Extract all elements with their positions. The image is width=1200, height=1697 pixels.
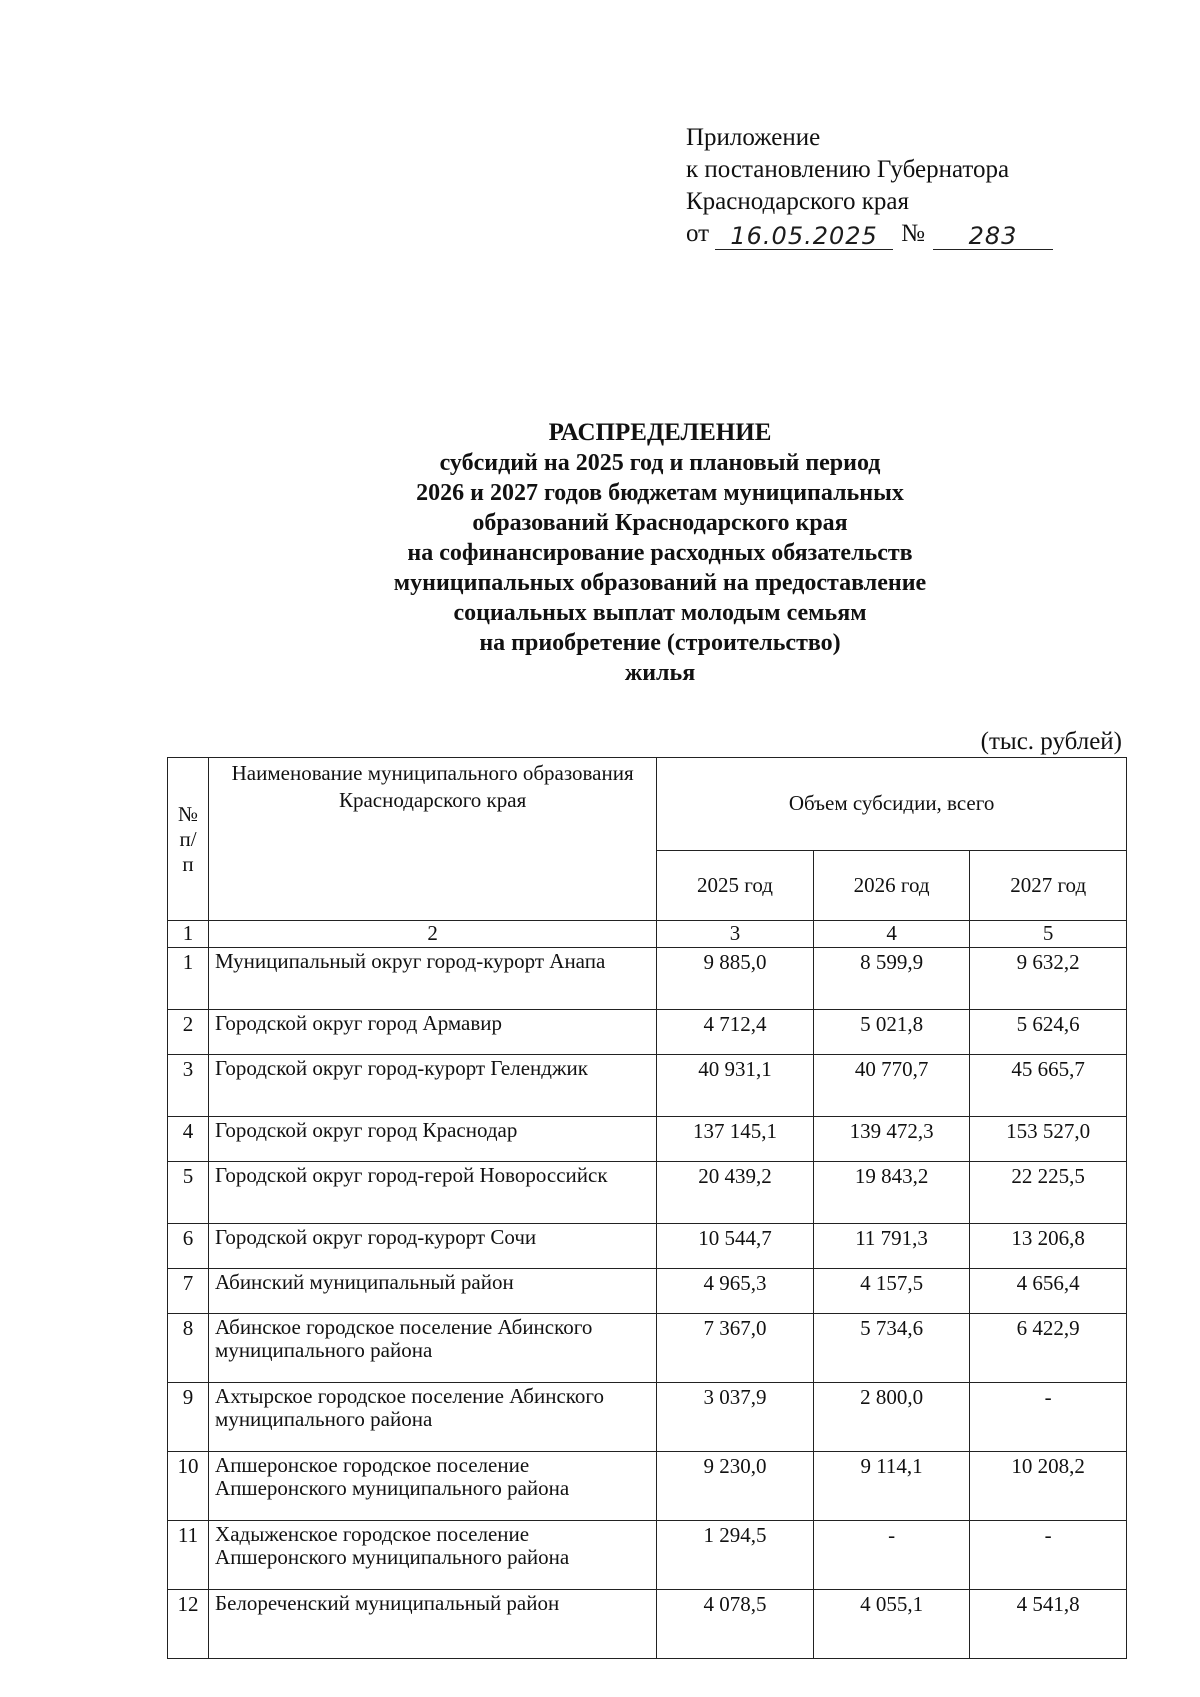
title-line: жилья xyxy=(624,660,696,686)
value-2025: 137 145,1 xyxy=(657,1117,814,1162)
value-2027: - xyxy=(970,1521,1127,1590)
value-2025: 4 712,4 xyxy=(657,1010,814,1055)
value-2025: 4 078,5 xyxy=(657,1590,814,1659)
municipality-name: Городской округ город Армавир xyxy=(209,1010,657,1055)
value-2026: 11 791,3 xyxy=(813,1224,970,1269)
value-2025: 9 230,0 xyxy=(657,1452,814,1521)
row-number: 8 xyxy=(168,1314,209,1383)
value-2026: 2 800,0 xyxy=(813,1383,970,1452)
row-number: 11 xyxy=(168,1521,209,1590)
appendix-line-2: к постановлению Губернатора xyxy=(686,156,1010,183)
row-number: 2 xyxy=(168,1010,209,1055)
header-subsidy-volume: Объем субсидии, всего xyxy=(657,758,1127,851)
table-row xyxy=(168,1055,1127,1117)
value-2025: 40 931,1 xyxy=(657,1055,814,1117)
table-row xyxy=(168,1224,1127,1269)
municipality-name: Городской округ город-курорт Сочи xyxy=(209,1224,657,1269)
value-2027: 13 206,8 xyxy=(970,1224,1127,1269)
title-line: образований Краснодарского края xyxy=(472,510,848,536)
value-2025: 1 294,5 xyxy=(657,1521,814,1590)
municipality-name: Городской округ город Краснодар xyxy=(209,1117,657,1162)
municipality-name: Городской округ город-курорт Геленджик xyxy=(209,1055,657,1117)
value-2027: 153 527,0 xyxy=(970,1117,1127,1162)
appendix-date-number-row xyxy=(686,218,1053,250)
title-line: 2026 и 2027 годов бюджетам муниципальных xyxy=(416,480,904,506)
municipality-name: Ахтырское городское поселение Абинского муниципального района xyxy=(209,1383,657,1452)
header-year-2026: 2026 год xyxy=(813,850,970,920)
title-main: РАСПРЕДЕЛЕНИЕ xyxy=(548,419,772,446)
value-2027: 6 422,9 xyxy=(970,1314,1127,1383)
municipality-name: Хадыженское городское поселение Апшеронского муниципального района xyxy=(209,1521,657,1590)
appendix-line-1: Приложение xyxy=(686,124,821,151)
handwritten-date: 16.05.2025 xyxy=(715,223,893,250)
value-2026: 9 114,1 xyxy=(813,1452,970,1521)
table-row xyxy=(168,1314,1127,1383)
municipality-name: Городской округ город-герой Новороссийск xyxy=(209,1162,657,1224)
table-row xyxy=(168,948,1127,1010)
value-2027: 22 225,5 xyxy=(970,1162,1127,1224)
value-2027: 4 541,8 xyxy=(970,1590,1127,1659)
row-number: 5 xyxy=(168,1162,209,1224)
appendix-block xyxy=(686,122,1053,250)
row-number: 7 xyxy=(168,1269,209,1314)
number-label: № xyxy=(901,220,925,247)
header-municipality-name: Наименование муниципального образования Краснодарского края xyxy=(209,758,657,921)
title-line: субсидий на 2025 год и плановый период xyxy=(439,450,881,476)
municipality-name: Абинское городское поселение Абинского муниципального района xyxy=(209,1314,657,1383)
column-number: 3 xyxy=(657,921,814,948)
header-year-2027: 2027 год xyxy=(970,850,1127,920)
header-year-2025: 2025 год xyxy=(657,850,814,920)
column-number: 5 xyxy=(970,921,1127,948)
value-2026: 19 843,2 xyxy=(813,1162,970,1224)
value-2026: 5 734,6 xyxy=(813,1314,970,1383)
title-line: муниципальных образований на предоставление xyxy=(393,570,927,596)
municipality-name: Абинский муниципальный район xyxy=(209,1269,657,1314)
municipality-name: Белореченский муниципальный район xyxy=(209,1590,657,1659)
municipality-name: Апшеронское городское поселение Апшеронского муниципального района xyxy=(209,1452,657,1521)
table-row xyxy=(168,1010,1127,1055)
municipality-name: Муниципальный округ город-курорт Анапа xyxy=(209,948,657,1010)
handwritten-number: 283 xyxy=(933,223,1053,250)
value-2025: 9 885,0 xyxy=(657,948,814,1010)
value-2026: 5 021,8 xyxy=(813,1010,970,1055)
row-number: 9 xyxy=(168,1383,209,1452)
table-row xyxy=(168,1590,1127,1659)
value-2026: 4 055,1 xyxy=(813,1590,970,1659)
value-2026: 4 157,5 xyxy=(813,1269,970,1314)
row-number: 12 xyxy=(168,1590,209,1659)
value-2026: 8 599,9 xyxy=(813,948,970,1010)
table-row xyxy=(168,1452,1127,1521)
column-number: 4 xyxy=(813,921,970,948)
from-label: от xyxy=(686,220,710,247)
value-2027: 5 624,6 xyxy=(970,1010,1127,1055)
column-number: 1 xyxy=(168,921,209,948)
value-2026: - xyxy=(813,1521,970,1590)
title-line: социальных выплат молодым семьям xyxy=(453,600,867,626)
value-2027: 4 656,4 xyxy=(970,1269,1127,1314)
appendix-line-3: Краснодарского края xyxy=(686,188,909,215)
table-row xyxy=(168,1521,1127,1590)
row-number: 4 xyxy=(168,1117,209,1162)
header-number: № п/п xyxy=(168,758,209,921)
row-number: 6 xyxy=(168,1224,209,1269)
distribution-table xyxy=(167,757,1127,1659)
value-2027: - xyxy=(970,1383,1127,1452)
title-line: на приобретение (строительство) xyxy=(479,630,841,656)
row-number: 1 xyxy=(168,948,209,1010)
table-row xyxy=(168,1117,1127,1162)
row-number: 10 xyxy=(168,1452,209,1521)
value-2025: 4 965,3 xyxy=(657,1269,814,1314)
column-number: 2 xyxy=(209,921,657,948)
table-row xyxy=(168,1383,1127,1452)
value-2025: 7 367,0 xyxy=(657,1314,814,1383)
value-2025: 20 439,2 xyxy=(657,1162,814,1224)
table-row xyxy=(168,1162,1127,1224)
value-2027: 10 208,2 xyxy=(970,1452,1127,1521)
table-row xyxy=(168,1269,1127,1314)
value-2025: 10 544,7 xyxy=(657,1224,814,1269)
value-2027: 9 632,2 xyxy=(970,948,1127,1010)
value-2026: 139 472,3 xyxy=(813,1117,970,1162)
value-2025: 3 037,9 xyxy=(657,1383,814,1452)
value-2026: 40 770,7 xyxy=(813,1055,970,1117)
document-title xyxy=(260,418,1060,688)
row-number: 3 xyxy=(168,1055,209,1117)
title-line: на софинансирование расходных обязательств xyxy=(407,540,913,566)
column-numbers-row xyxy=(168,921,1127,948)
units-label: (тыс. рублей) xyxy=(980,728,1122,755)
value-2027: 45 665,7 xyxy=(970,1055,1127,1117)
